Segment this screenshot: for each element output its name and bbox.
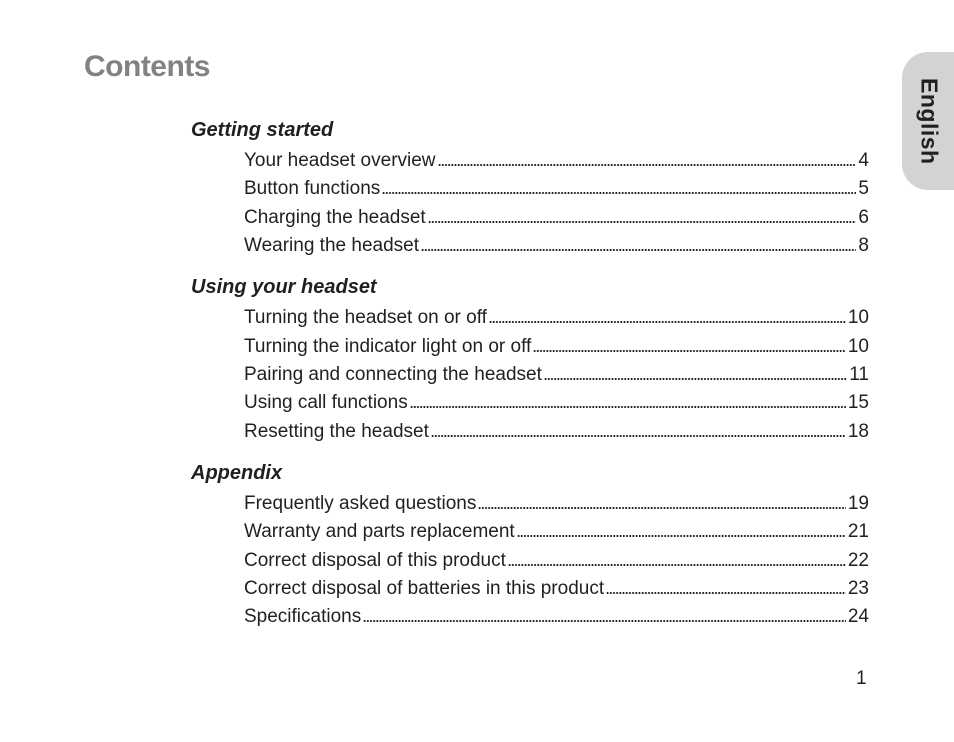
toc-entry[interactable] xyxy=(244,549,869,573)
toc-entry-page: 23 xyxy=(847,578,869,599)
section-heading-appendix: Appendix xyxy=(191,462,283,484)
toc-entry-title: Resetting the headset xyxy=(244,421,429,442)
dot-leader xyxy=(508,563,846,567)
toc-entry-title: Specifications xyxy=(244,606,362,627)
section-heading-getting-started: Getting started xyxy=(191,119,334,141)
dot-leader xyxy=(421,248,856,252)
toc-entry[interactable] xyxy=(244,234,869,258)
toc-entry[interactable] xyxy=(244,605,869,629)
toc-entry-title: Correct disposal of this product xyxy=(244,550,506,571)
toc-entry[interactable] xyxy=(244,391,869,415)
toc-entry-title: Warranty and parts replacement xyxy=(244,521,515,542)
toc-entry[interactable] xyxy=(244,492,869,516)
dot-leader xyxy=(428,220,857,224)
dot-leader xyxy=(517,534,846,538)
toc-entry-page: 24 xyxy=(847,606,869,627)
toc-entry-title: Charging the headset xyxy=(244,207,426,228)
dot-leader xyxy=(410,405,846,409)
dot-leader xyxy=(478,506,845,510)
toc-entry[interactable] xyxy=(244,363,869,387)
toc-entry[interactable] xyxy=(244,206,869,230)
dot-leader xyxy=(363,619,846,623)
toc-entry-title: Wearing the headset xyxy=(244,235,419,256)
page-title: Contents xyxy=(84,50,210,83)
toc-entry[interactable] xyxy=(244,577,869,601)
toc-entry-page: 22 xyxy=(847,550,869,571)
dot-leader xyxy=(606,591,846,595)
language-tab-label: English xyxy=(916,77,943,165)
toc-entry-page: 6 xyxy=(858,207,869,228)
toc-entry-page: 15 xyxy=(847,392,869,413)
toc-entry[interactable] xyxy=(244,335,869,359)
toc-entry-page: 18 xyxy=(847,421,869,442)
toc-entry-title: Your headset overview xyxy=(244,150,436,171)
toc-entry-title: Turning the indicator light on or off xyxy=(244,336,532,357)
toc-entry-page: 8 xyxy=(858,235,869,256)
dot-leader xyxy=(431,434,846,438)
dot-leader xyxy=(438,163,857,167)
toc-entry-title: Using call functions xyxy=(244,392,408,413)
toc-entry-page: 11 xyxy=(849,364,869,385)
page-number: 1 xyxy=(856,668,867,689)
dot-leader xyxy=(533,349,846,353)
toc-entry-page: 10 xyxy=(847,336,869,357)
toc-entry-page: 21 xyxy=(847,521,869,542)
toc-entry-page: 4 xyxy=(858,150,869,171)
toc-entry[interactable] xyxy=(244,520,869,544)
toc-entry-page: 5 xyxy=(858,178,869,199)
toc-entry-title: Pairing and connecting the headset xyxy=(244,364,542,385)
dot-leader xyxy=(489,320,846,324)
toc-entry-title: Turning the headset on or off xyxy=(244,307,487,328)
dot-leader xyxy=(544,377,847,381)
section-heading-using-your-headset: Using your headset xyxy=(191,276,377,298)
toc-entry-title: Correct disposal of batteries in this product xyxy=(244,578,605,599)
toc-entry-page: 10 xyxy=(847,307,869,328)
toc-entry-title: Button functions xyxy=(244,178,381,199)
toc-entry-page: 19 xyxy=(847,493,869,514)
toc-entry-title: Frequently asked questions xyxy=(244,493,477,514)
toc-entry[interactable] xyxy=(244,306,869,330)
toc-entry[interactable] xyxy=(244,177,869,201)
toc-entry[interactable] xyxy=(244,420,869,444)
dot-leader xyxy=(382,191,856,195)
toc-entry[interactable] xyxy=(244,149,869,173)
